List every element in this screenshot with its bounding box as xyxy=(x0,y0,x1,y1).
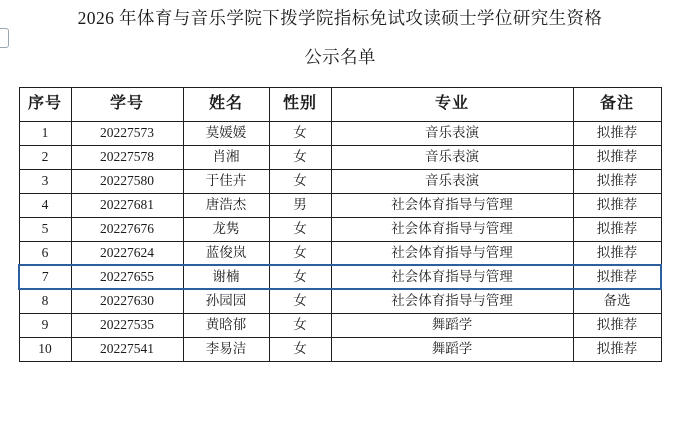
cell-index: 5 xyxy=(19,217,71,241)
table-row xyxy=(19,217,661,241)
cell-name: 于佳卉 xyxy=(183,169,269,193)
cell-gender: 女 xyxy=(269,289,331,313)
cell-index: 9 xyxy=(19,313,71,337)
table-row xyxy=(19,145,661,169)
cell-gender: 女 xyxy=(269,265,331,289)
page-edge-marker xyxy=(0,28,9,48)
cell-index: 10 xyxy=(19,337,71,361)
cell-gender: 女 xyxy=(269,217,331,241)
cell-name: 龙隽 xyxy=(183,217,269,241)
table-row xyxy=(19,337,661,361)
column-header-index: 序号 xyxy=(19,87,71,121)
cell-index: 6 xyxy=(19,241,71,265)
cell-gender: 女 xyxy=(269,313,331,337)
cell-student-id: 20227578 xyxy=(71,145,183,169)
cell-index: 3 xyxy=(19,169,71,193)
cell-student-id: 20227573 xyxy=(71,121,183,145)
cell-name: 孙园园 xyxy=(183,289,269,313)
table-header-row xyxy=(19,87,661,121)
cell-student-id: 20227681 xyxy=(71,193,183,217)
table-row xyxy=(19,169,661,193)
cell-index: 2 xyxy=(19,145,71,169)
cell-major: 社会体育指导与管理 xyxy=(331,193,573,217)
cell-student-id: 20227676 xyxy=(71,217,183,241)
cell-gender: 女 xyxy=(269,145,331,169)
cell-remark: 拟推荐 xyxy=(573,313,661,337)
cell-student-id: 20227624 xyxy=(71,241,183,265)
cell-index: 7 xyxy=(19,265,71,289)
cell-index: 4 xyxy=(19,193,71,217)
cell-remark: 拟推荐 xyxy=(573,145,661,169)
document-title-line-2: 公示名单 xyxy=(304,46,376,67)
column-header-remark: 备注 xyxy=(573,87,661,121)
table-row xyxy=(19,193,661,217)
cell-gender: 女 xyxy=(269,241,331,265)
cell-remark: 拟推荐 xyxy=(573,217,661,241)
cell-student-id: 20227535 xyxy=(71,313,183,337)
cell-remark: 备选 xyxy=(573,289,661,313)
cell-major: 音乐表演 xyxy=(331,169,573,193)
cell-student-id: 20227541 xyxy=(71,337,183,361)
cell-remark: 拟推荐 xyxy=(573,337,661,361)
cell-gender: 女 xyxy=(269,169,331,193)
column-header-major: 专业 xyxy=(331,87,573,121)
cell-name: 莫媛媛 xyxy=(183,121,269,145)
cell-major: 社会体育指导与管理 xyxy=(331,289,573,313)
cell-major: 舞蹈学 xyxy=(331,337,573,361)
table-row xyxy=(19,241,661,265)
cell-major: 社会体育指导与管理 xyxy=(331,265,573,289)
cell-name: 李易洁 xyxy=(183,337,269,361)
column-header-name: 姓名 xyxy=(183,87,269,121)
cell-remark: 拟推荐 xyxy=(573,265,661,289)
cell-name: 谢楠 xyxy=(183,265,269,289)
table-row xyxy=(19,289,661,313)
candidate-roster-table xyxy=(18,87,662,362)
cell-name: 唐浩杰 xyxy=(183,193,269,217)
cell-gender: 女 xyxy=(269,337,331,361)
cell-student-id: 20227655 xyxy=(71,265,183,289)
cell-name: 蓝俊岚 xyxy=(183,241,269,265)
cell-major: 社会体育指导与管理 xyxy=(331,241,573,265)
cell-gender: 男 xyxy=(269,193,331,217)
cell-index: 1 xyxy=(19,121,71,145)
table-row xyxy=(19,313,661,337)
cell-remark: 拟推荐 xyxy=(573,121,661,145)
cell-remark: 拟推荐 xyxy=(573,241,661,265)
cell-student-id: 20227630 xyxy=(71,289,183,313)
cell-remark: 拟推荐 xyxy=(573,169,661,193)
column-header-student-id: 学号 xyxy=(71,87,183,121)
cell-name: 肖湘 xyxy=(183,145,269,169)
cell-index: 8 xyxy=(19,289,71,313)
cell-major: 音乐表演 xyxy=(331,145,573,169)
column-header-gender: 性别 xyxy=(269,87,331,121)
cell-gender: 女 xyxy=(269,121,331,145)
cell-major: 音乐表演 xyxy=(331,121,573,145)
table-row xyxy=(19,265,661,289)
document-title-line-1: 2026 年体育与音乐学院下拨学院指标免试攻读硕士学位研究生资格 xyxy=(77,8,603,28)
cell-major: 舞蹈学 xyxy=(331,313,573,337)
cell-remark: 拟推荐 xyxy=(573,193,661,217)
cell-major: 社会体育指导与管理 xyxy=(331,217,573,241)
cell-student-id: 20227580 xyxy=(71,169,183,193)
cell-name: 黄晗郁 xyxy=(183,313,269,337)
table-row xyxy=(19,121,661,145)
